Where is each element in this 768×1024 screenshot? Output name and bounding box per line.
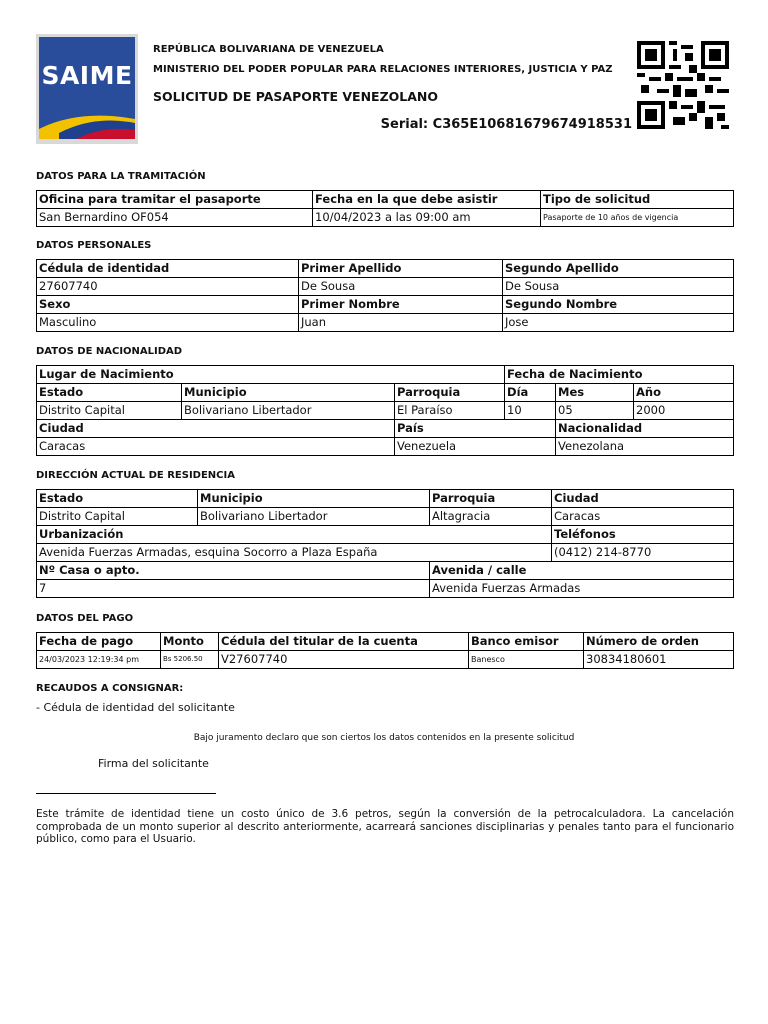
th-primer-apellido: Primer Apellido — [299, 260, 503, 278]
td-res-municipio: Bolivariano Libertador — [198, 508, 430, 526]
th-cedula: Cédula de identidad — [37, 260, 299, 278]
pago-table — [36, 632, 734, 669]
th-casa: Nº Casa o apto. — [37, 562, 430, 580]
th-res-parroquia: Parroquia — [430, 490, 552, 508]
section-tramitacion-title: DATOS PARA LA TRAMITACIÓN — [36, 171, 206, 182]
td-mes: 05 — [556, 402, 634, 420]
td-telefonos: (0412) 214-8770 — [552, 544, 734, 562]
ministry-heading: MINISTERIO DEL PODER POPULAR PARA RELACIONES INTERIORES, JUSTICIA Y PAZ — [153, 64, 613, 75]
th-monto: Monto — [161, 633, 219, 651]
th-dia: Día — [505, 384, 556, 402]
th-urbanizacion: Urbanización — [37, 526, 552, 544]
td-parroquia: El Paraíso — [395, 402, 505, 420]
th-estado: Estado — [37, 384, 182, 402]
republic-heading: REPÚBLICA BOLIVARIANA DE VENEZUELA — [153, 44, 384, 55]
th-oficina: Oficina para tramitar el pasaporte — [37, 191, 313, 209]
th-calle: Avenida / calle — [430, 562, 734, 580]
td-dia: 10 — [505, 402, 556, 420]
th-ciudad: Ciudad — [37, 420, 395, 438]
td-fecha-pago: 24/03/2023 12:19:34 pm — [37, 651, 161, 669]
td-tipo-solicitud: Pasaporte de 10 años de vigencia — [541, 209, 734, 227]
flag-ribbon-icon — [39, 103, 135, 139]
footer-note: Este trámite de identidad tiene un costo único de 3.6 petros, según la conversión de la petrocalculadora. La cancelación comprobada de un monto superior al descrito anteriormente, acarreará sanciones disciplinarias y penales tanto para el funcionario público, como para el Usuario. — [36, 808, 734, 845]
th-municipio: Municipio — [182, 384, 395, 402]
tramitacion-table — [36, 190, 734, 227]
td-numero-orden: 30834180601 — [584, 651, 734, 669]
th-segundo-apellido: Segundo Apellido — [503, 260, 734, 278]
th-nacionalidad: Nacionalidad — [556, 420, 734, 438]
th-res-estado: Estado — [37, 490, 198, 508]
qr-code-icon — [637, 41, 729, 129]
th-lugar-nacimiento: Lugar de Nacimiento — [37, 366, 505, 384]
td-estado: Distrito Capital — [37, 402, 182, 420]
td-primer-apellido: De Sousa — [299, 278, 503, 296]
td-ciudad: Caracas — [37, 438, 395, 456]
td-cedula: 27607740 — [37, 278, 299, 296]
serial-value: C365E10681679674918531 — [432, 117, 632, 132]
personales-table — [36, 259, 734, 332]
logo-text: SAIME — [41, 61, 133, 90]
th-cedula-titular: Cédula del titular de la cuenta — [219, 633, 469, 651]
th-parroquia: Parroquia — [395, 384, 505, 402]
section-nacionalidad-title: DATOS DE NACIONALIDAD — [36, 346, 183, 357]
td-urbanizacion: Avenida Fuerzas Armadas, esquina Socorro a Plaza España — [37, 544, 552, 562]
nacionalidad-table — [36, 365, 734, 456]
td-res-estado: Distrito Capital — [37, 508, 198, 526]
td-pais: Venezuela — [395, 438, 556, 456]
td-sexo: Masculino — [37, 314, 299, 332]
th-banco: Banco emisor — [469, 633, 584, 651]
th-fecha-nacimiento: Fecha de Nacimiento — [505, 366, 734, 384]
th-mes: Mes — [556, 384, 634, 402]
th-res-municipio: Municipio — [198, 490, 430, 508]
th-segundo-nombre: Segundo Nombre — [503, 296, 734, 314]
td-municipio: Bolivariano Libertador — [182, 402, 395, 420]
td-banco: Banesco — [469, 651, 584, 669]
td-calle: Avenida Fuerzas Armadas — [430, 580, 734, 598]
th-pais: País — [395, 420, 556, 438]
td-cedula-titular: V27607740 — [219, 651, 469, 669]
firma-label: Firma del solicitante — [98, 757, 209, 770]
td-ano: 2000 — [634, 402, 734, 420]
th-res-ciudad: Ciudad — [552, 490, 734, 508]
td-segundo-apellido: De Sousa — [503, 278, 734, 296]
th-tipo-solicitud: Tipo de solicitud — [541, 191, 734, 209]
serial-line — [381, 117, 632, 132]
th-fecha-pago: Fecha de pago — [37, 633, 161, 651]
recaudo-item: - Cédula de identidad del solicitante — [36, 701, 235, 714]
td-monto: Bs 5206.50 — [161, 651, 219, 669]
residencia-table — [36, 489, 734, 598]
section-residencia-title: DIRECCIÓN ACTUAL DE RESIDENCIA — [36, 470, 235, 481]
th-telefonos: Teléfonos — [552, 526, 734, 544]
section-pago-title: DATOS DEL PAGO — [36, 613, 134, 624]
td-oficina: San Bernardino OF054 — [37, 209, 313, 227]
td-primer-nombre: Juan — [299, 314, 503, 332]
td-casa: 7 — [37, 580, 430, 598]
signature-line — [36, 793, 216, 794]
th-fecha-asistir: Fecha en la que debe asistir — [313, 191, 541, 209]
th-primer-nombre: Primer Nombre — [299, 296, 503, 314]
th-numero-orden: Número de orden — [584, 633, 734, 651]
td-res-ciudad: Caracas — [552, 508, 734, 526]
td-nacionalidad: Venezolana — [556, 438, 734, 456]
document-title: SOLICITUD DE PASAPORTE VENEZOLANO — [153, 89, 439, 104]
serial-label: Serial: — [380, 117, 429, 132]
th-sexo: Sexo — [37, 296, 299, 314]
section-recaudos-title: RECAUDOS A CONSIGNAR: — [36, 683, 184, 694]
section-personales-title: DATOS PERSONALES — [36, 240, 152, 251]
juramento-text: Bajo juramento declaro que son ciertos los datos contenidos en la presente solicitud — [193, 733, 575, 743]
td-res-parroquia: Altagracia — [430, 508, 552, 526]
saime-logo — [36, 34, 138, 144]
th-ano: Año — [634, 384, 734, 402]
td-segundo-nombre: Jose — [503, 314, 734, 332]
td-fecha-asistir: 10/04/2023 a las 09:00 am — [313, 209, 541, 227]
